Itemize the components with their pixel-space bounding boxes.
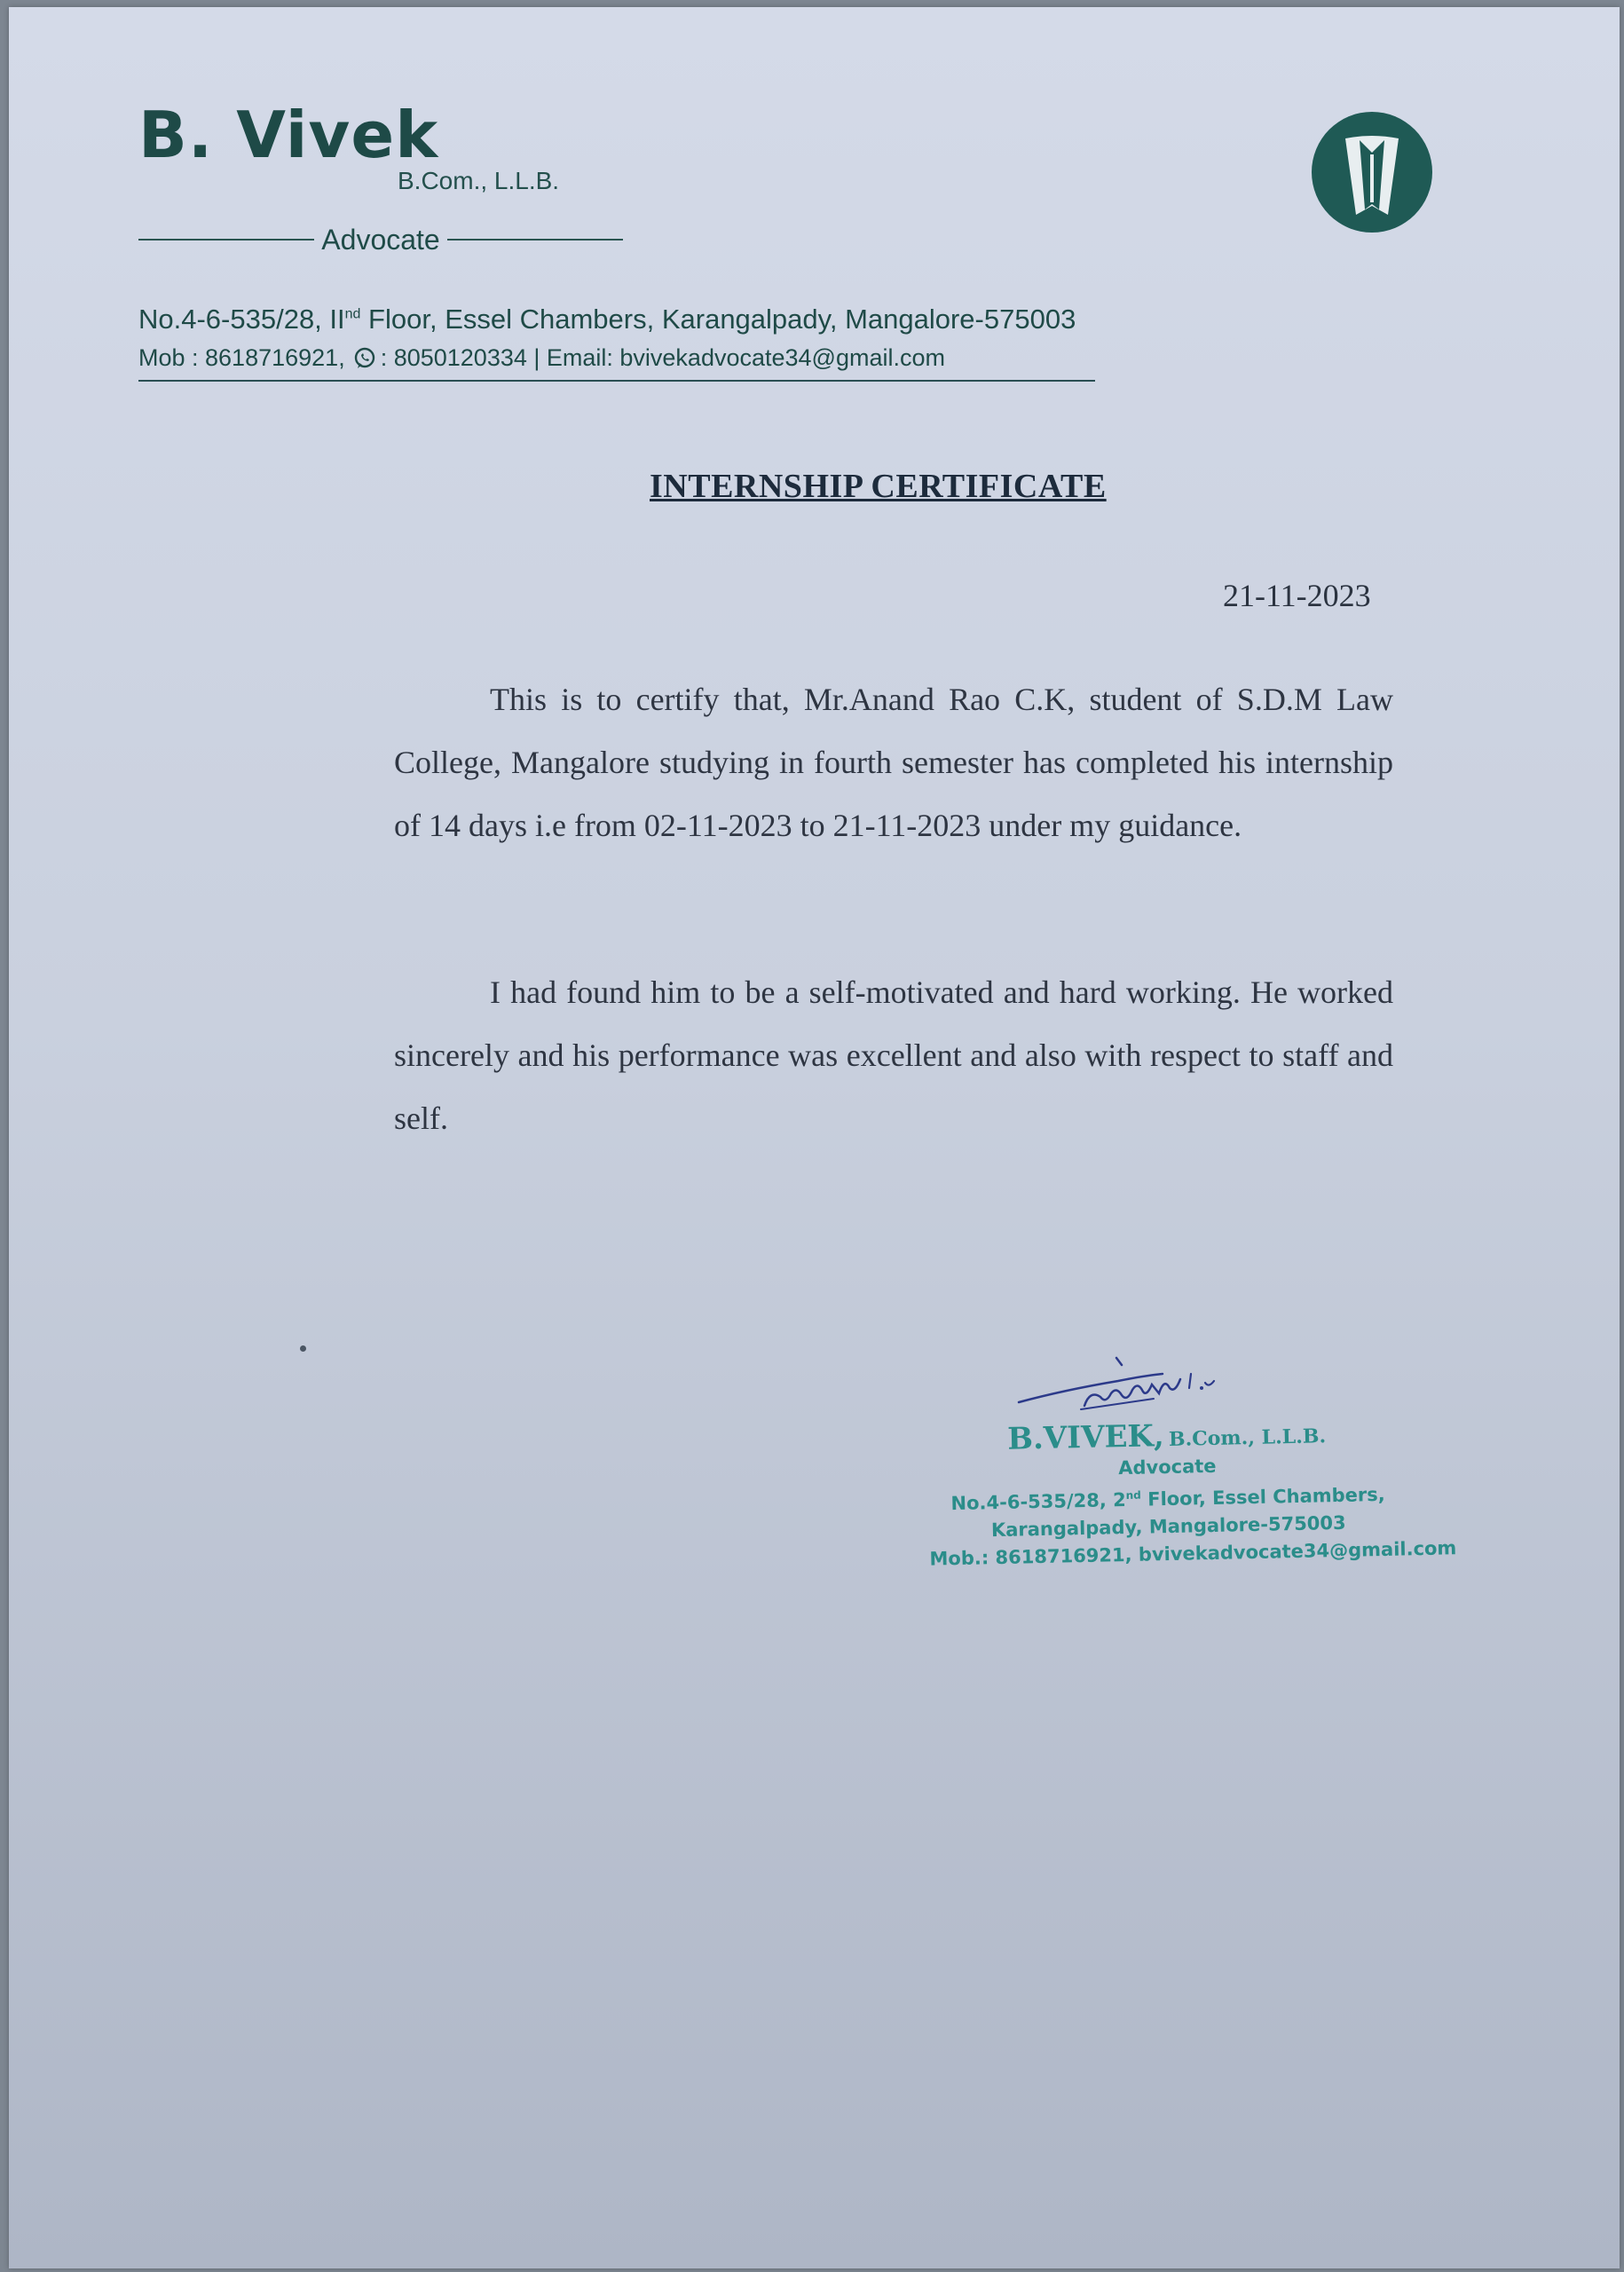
header-divider — [138, 380, 1095, 382]
handwritten-signature — [1012, 1338, 1260, 1418]
certificate-paragraph-1: This is to certify that, Mr.Anand Rao C.K, student of S.D.M Law College, Mangalore studying in fourth semester has completed his internship of 14 days i.e from 02-11-2023 to 21-11-2023 under my guidance. — [394, 682, 1393, 843]
letterhead-contact — [138, 344, 945, 372]
paper-speck — [300, 1345, 306, 1352]
advocate-emblem-icon — [1310, 110, 1434, 234]
address-floor-suffix: nd — [344, 306, 361, 322]
letterhead-name: B. Vivek — [138, 98, 439, 172]
stamp-floor-suffix: nd — [1125, 1488, 1141, 1502]
stamp-qualifications: B.Com., L.L.B. — [1168, 1424, 1327, 1451]
stamp-name: B.VIVEK, — [1006, 1418, 1165, 1457]
certificate-title: INTERNSHIP CERTIFICATE — [650, 468, 1107, 505]
certificate-paragraph-2: I had found him to be a self-motivated and hard working. He worked sincerely and his performance was excellent and also with respect to staff and self. — [394, 974, 1393, 1136]
stamp-contact: Mob.: 8618716921, bvivekadvocate34@gmail.com — [929, 1537, 1457, 1570]
letterhead-address — [138, 304, 1076, 335]
advocate-stamp — [926, 1413, 1457, 1573]
stamp-designation: Advocate — [1117, 1455, 1217, 1479]
contact-whatsapp-email: : 8050120334 | Email: bvivekadvocate34@gmail.com — [380, 344, 945, 371]
letterhead-designation: Advocate — [321, 223, 440, 256]
contact-mobile: Mob : 8618716921, — [138, 344, 345, 371]
letterhead-qualifications: B.Com., L.L.B. — [398, 167, 560, 194]
address-prefix: No.4-6-535/28, II — [138, 304, 345, 335]
letterhead-designation-row — [138, 222, 623, 257]
stamp-address-rest: Floor, Essel Chambers, — [1140, 1483, 1385, 1511]
designation-rule-right — [447, 239, 623, 241]
certificate-date: 21-11-2023 — [1223, 578, 1371, 613]
whatsapp-icon — [352, 346, 377, 371]
designation-rule-left — [138, 239, 314, 241]
stamp-address-line-2: Karangalpady, Mangalore-575003 — [990, 1511, 1346, 1542]
address-rest: Floor, Essel Chambers, Karangalpady, Mangalore-575003 — [360, 304, 1076, 335]
letter-page — [9, 7, 1620, 2268]
stamp-address-prefix: No.4-6-535/28, 2 — [950, 1488, 1127, 1515]
